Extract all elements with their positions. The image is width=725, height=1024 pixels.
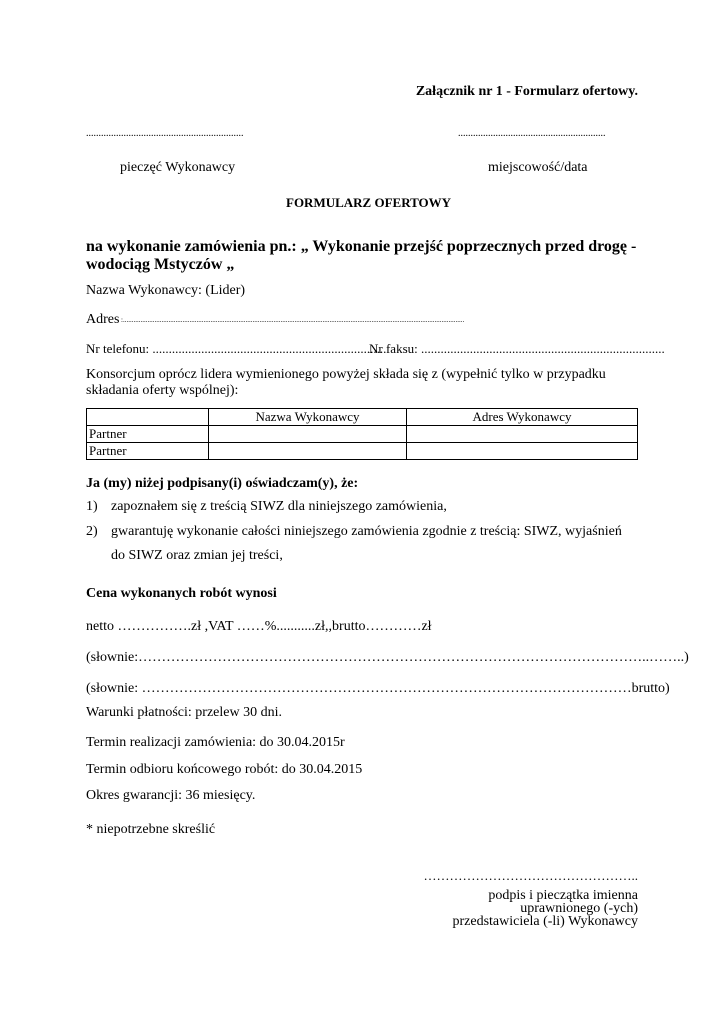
completion-deadline: Termin realizacji zamówienia: do 30.04.2015r (86, 735, 345, 750)
table-cell (209, 443, 407, 460)
fax-field: Nr faksu: ........................................................................... (369, 341, 665, 356)
payment-terms: Warunki płatności: przelew 30 dni. (86, 705, 282, 720)
signature-line1: podpis i pieczątka imienna (488, 888, 638, 903)
declaration-item-text-cont: do SIWZ oraz zmian jej treści, (111, 548, 283, 563)
price-words-line2: (słownie: ……………………………………………………………………………………………brutto) (86, 681, 670, 696)
contractor-name-label: Nazwa Wykonawcy: (Lider) (86, 283, 246, 298)
order-title-line1: na wykonanie zamówienia pn.: „ Wykonanie przejść poprzecznych przed drogę - (86, 238, 637, 255)
table-header-row (87, 409, 638, 426)
table-cell: Partner (87, 443, 209, 460)
place-date-label: miejscowość/data (488, 160, 588, 175)
declaration-item-text: zapoznałem się z treścią SIWZ dla niniejszego zamówienia, (111, 499, 447, 514)
table-header-cell: Adres Wykonawcy (407, 409, 638, 426)
table-header-cell: Nazwa Wykonawcy (209, 409, 407, 426)
signature-line3: przedstawiciela (-li) Wykonawcy (452, 914, 638, 929)
warranty-period: Okres gwarancji: 36 miesięcy. (86, 788, 256, 803)
signature-line2: uprawnionego (-ych) (520, 901, 638, 916)
price-words-line1: (słownie:………………………………………………………………………………………………..……..) (86, 650, 689, 665)
consortium-table (86, 408, 638, 460)
acceptance-deadline: Termin odbioru końcowego robót: do 30.04.2015 (86, 762, 363, 777)
table-header-cell (87, 409, 209, 426)
footnote: * niepotrzebne skreślić (86, 822, 216, 837)
declaration-heading: Ja (my) niżej podpisany(i) oświadczam(y), że: (86, 476, 359, 491)
order-title-line2: wodociąg Mstyczów „ (86, 256, 235, 273)
table-row (87, 426, 638, 443)
phone-field: Nr telefonu: ........................................................................ (86, 341, 387, 356)
stamp-label: pieczęć Wykonawcy (120, 160, 236, 175)
table-row (87, 443, 638, 460)
price-heading: Cena wykonanych robót wynosi (86, 586, 277, 601)
consortium-text-line1: Konsorcjum oprócz lidera wymienionego powyżej składa się z (wypełnić tylko w przypadku (86, 367, 606, 382)
declaration-item-number: 2) (86, 524, 98, 539)
table-cell (209, 426, 407, 443)
declaration-item-number: 1) (86, 499, 98, 514)
table-cell (407, 426, 638, 443)
address-dots: :................................................................................................................................................................................................... (121, 316, 465, 324)
table-cell: Partner (87, 426, 209, 443)
stamp-dots: ............................................................... (86, 128, 244, 139)
address-label: Adres (86, 312, 120, 327)
table-cell (407, 443, 638, 460)
consortium-text-line2: składania oferty wspólnej): (86, 383, 239, 398)
signature-dots: ………………………………………….. (423, 868, 638, 883)
form-title: FORMULARZ OFERTOWY (286, 195, 452, 210)
annex-title: Załącznik nr 1 - Formularz ofertowy. (415, 84, 638, 99)
place-date-dots: ........................................................... (458, 128, 606, 139)
declaration-item-text: gwarantuję wykonanie całości niniejszego zamówienia zgodnie z treścią: SIWZ, wyjaśnień (111, 524, 622, 539)
price-net-line: netto …………….zł ,VAT ……%...........zł,,brutto…………zł (86, 619, 432, 634)
